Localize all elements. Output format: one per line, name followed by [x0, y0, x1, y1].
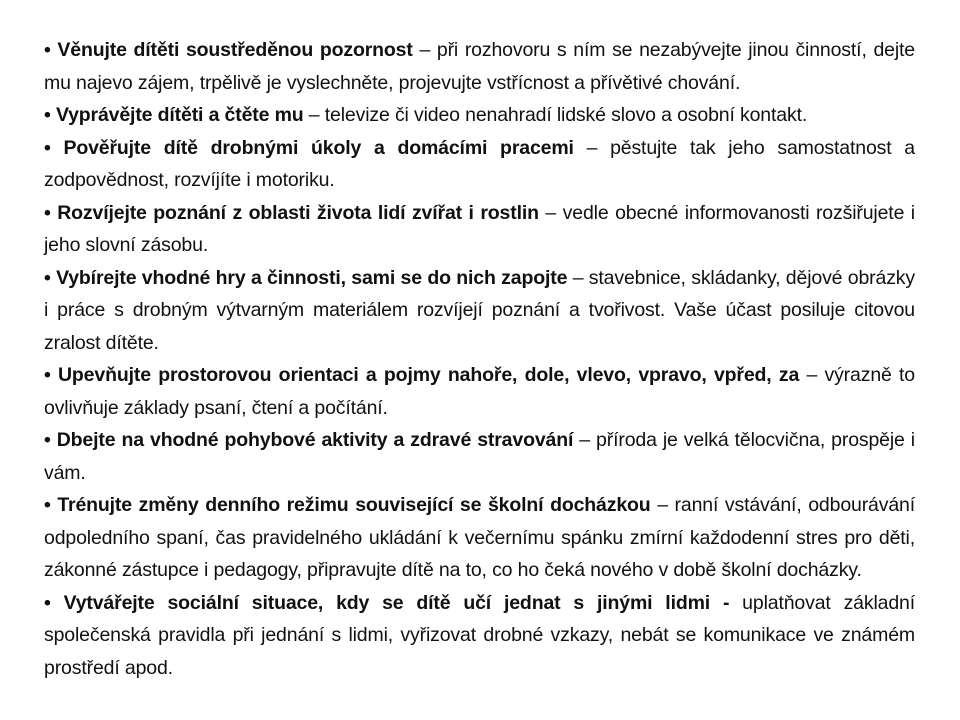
bullet-item-attention: [44, 34, 915, 99]
bullet-text: – vedle obecné informovanosti rozšiřujete i jeho slovní zásobu.: [44, 201, 915, 256]
bullet-text: – televize či video nenahradí lidské slovo a osobní kontakt.: [303, 104, 808, 126]
bullet-heading: • Vytvářejte sociální situace, kdy se dítě učí jednat s jinými lidmi -: [44, 591, 730, 614]
bullet-text: uplatňovat základní společenská pravidla při jednání s lidmi, vyřizovat drobné vzkazy, nebát se komunikace ve známém prostředí apod.: [44, 591, 915, 679]
bullet-text: – příroda je velká tělocvična, prospěje i vám.: [44, 429, 915, 484]
text-slide: [44, 34, 915, 714]
bullet-item-orientation: [44, 359, 915, 424]
bullet-item-activity: [44, 424, 915, 489]
bullet-item-reading: [44, 99, 915, 132]
bullet-text: – při rozhovoru s ním se nezabývejte jinou činností, dejte mu najevo zájem, trpělivě je vyslechněte, projevujte vstřícnost a přívětivé chování.: [44, 39, 915, 94]
bullet-item-knowledge: [44, 197, 915, 262]
bullet-text: – pěstujte tak jeho samostatnost a zodpovědnost, rozvíjíte i motoriku.: [44, 136, 915, 191]
bullet-heading: • Upevňujte prostorovou orientaci a pojmy nahoře, dole, vlevo, vpravo, vpřed, za: [44, 364, 800, 386]
bullet-heading: • Rozvíjejte poznání z oblasti života lidí zvířat i rostlin: [44, 201, 539, 224]
bullet-item-routine: [44, 489, 915, 587]
bullet-heading: • Vybírejte vhodné hry a činnosti, sami se do nich zapojte: [44, 266, 568, 289]
bullet-heading: • Dbejte na vhodné pohybové aktivity a zdravé stravování: [44, 429, 574, 451]
bullet-heading: • Věnujte dítěti soustředěnou pozornost: [44, 39, 413, 61]
bullet-heading: • Vyprávějte dítěti a čtěte mu: [44, 104, 304, 126]
bullet-text: – výrazně to ovlivňuje základy psaní, čtení a počítání.: [44, 364, 915, 419]
bullet-item-chores: [44, 132, 915, 197]
bullet-heading: • Pověřujte dítě drobnými úkoly a domácími pracemi: [44, 136, 574, 159]
bullet-text: – ranní vstávání, odbourávání odpoledního spaní, čas pravidelného ukládání k večernímu spánku zmírní každodenní stres pro děti, zákonné zástupce i pedagogy, připravujte dítě na to, co ho čeká nového v době školní docházky.: [44, 494, 915, 581]
bullet-item-social: [44, 587, 915, 685]
bullet-text: – stavebnice, skládanky, dějové obrázky i práce s drobným výtvarným materiálem rozvíjejí poznání a tvořivost. Vaše účast posiluje citovou zralost dítěte.: [44, 266, 916, 354]
bullet-heading: • Trénujte změny denního režimu související se školní docházkou: [44, 494, 651, 516]
bullet-item-games: [44, 262, 915, 360]
